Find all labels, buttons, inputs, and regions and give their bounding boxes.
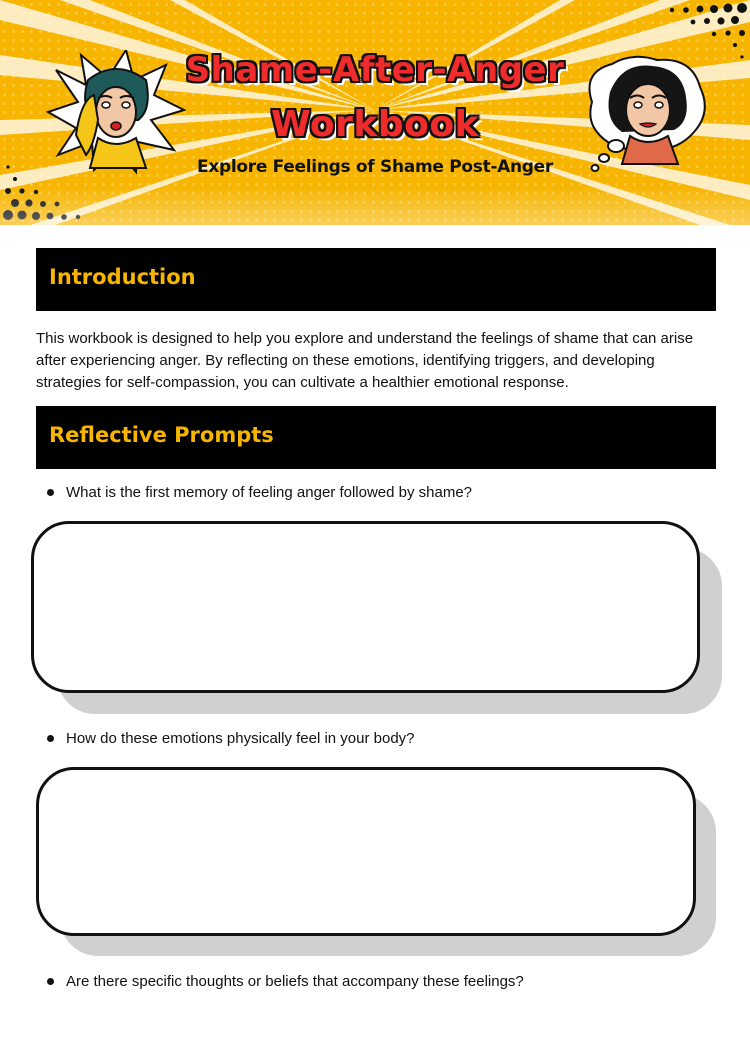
prompt-item xyxy=(47,484,707,501)
page-title-line-1: Shame-After-Anger xyxy=(185,50,565,90)
bullet-icon xyxy=(47,978,54,985)
prompt-text: What is the first memory of feeling anger followed by shame? xyxy=(66,484,473,501)
prompt-text: Are there specific thoughts or beliefs that accompany these feelings? xyxy=(66,973,524,990)
reflective-prompts-section-bar xyxy=(36,406,716,469)
page-subtitle: Explore Feelings of Shame Post-Anger xyxy=(197,157,553,177)
page-title-line-2: Workbook xyxy=(270,104,480,145)
reflective-prompts-heading: Reflective Prompts xyxy=(49,423,274,447)
introduction-section-bar xyxy=(36,248,716,311)
prompt-item xyxy=(47,730,707,747)
introduction-body: This workbook is designed to help you explore and understand the feelings of shame that can arise after experiencing anger. By reflecting on these emotions, identifying triggers, and developing strategies for self-compassion, you can cultivate a healthier emotional response. xyxy=(36,330,694,391)
bullet-icon xyxy=(47,735,54,742)
banner-fade xyxy=(0,185,750,225)
answer-box-1[interactable] xyxy=(31,521,700,693)
header-banner xyxy=(0,0,750,225)
prompt-text: How do these emotions physically feel in your body? xyxy=(66,730,415,747)
prompt-item xyxy=(47,973,707,990)
bullet-icon xyxy=(47,489,54,496)
introduction-heading: Introduction xyxy=(49,265,196,289)
answer-box-2[interactable] xyxy=(36,767,696,936)
